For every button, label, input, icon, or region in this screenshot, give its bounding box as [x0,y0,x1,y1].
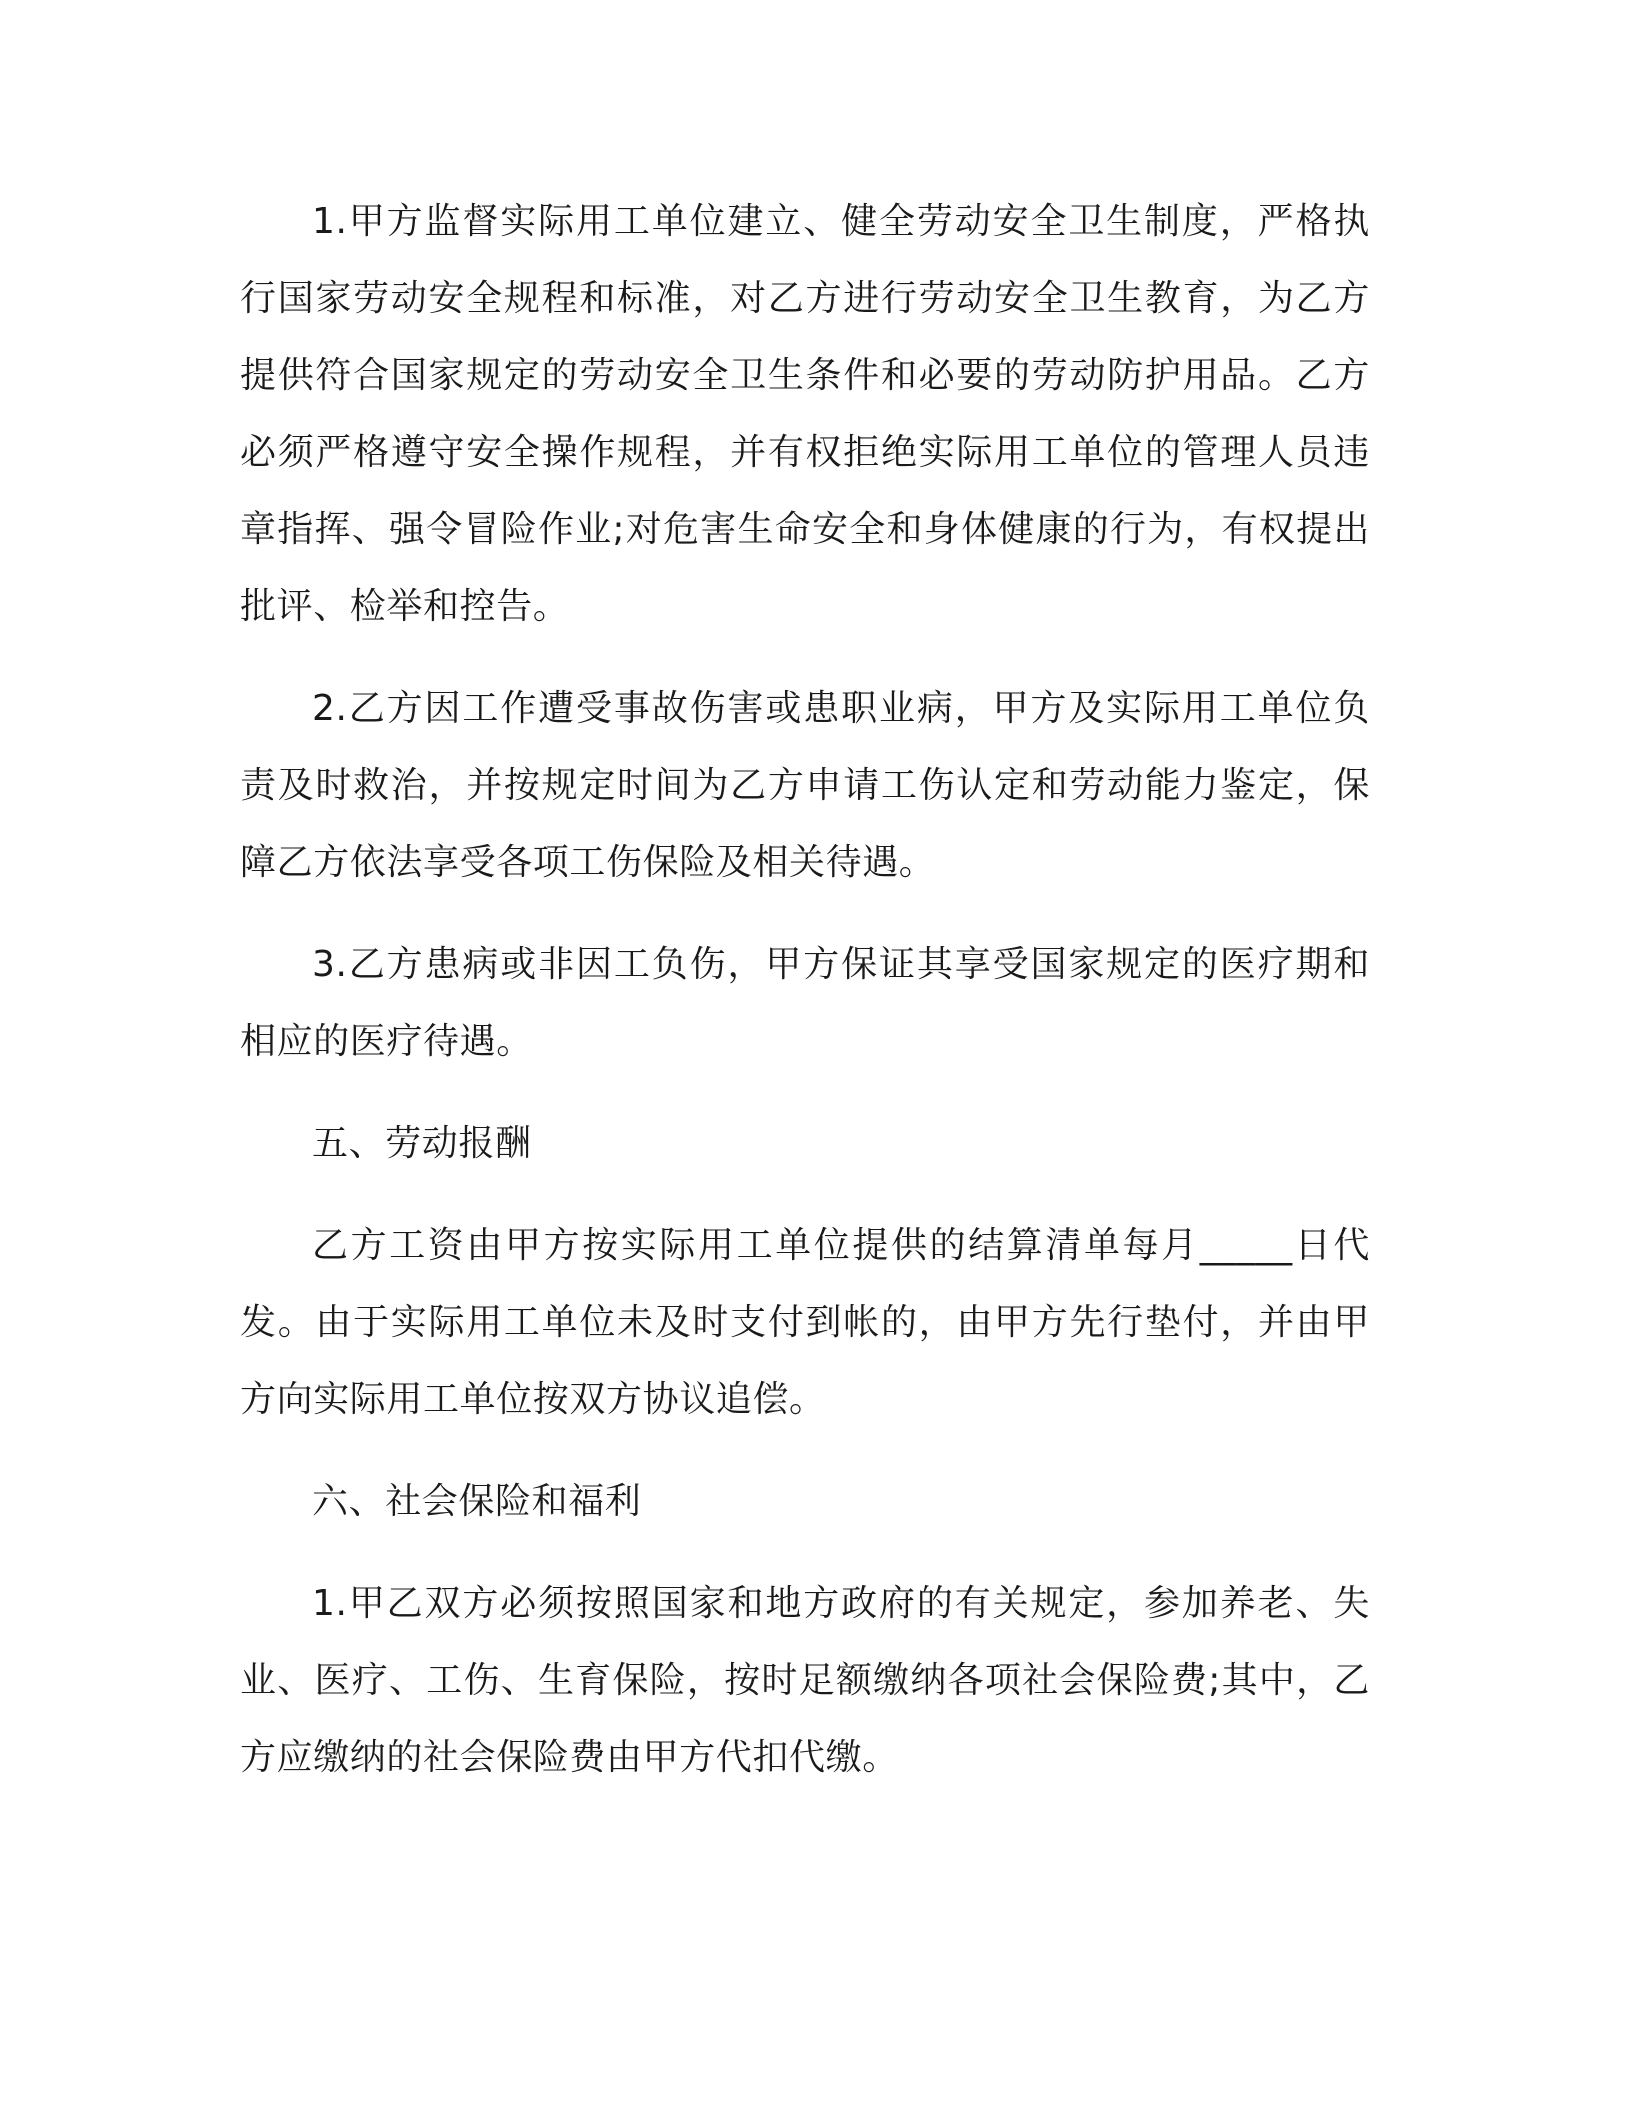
remuneration-paragraph: 乙方工资由甲方按实际用工单位提供的结算清单每月_____日代发。由于实际用工单位未及时支付到帐的，由甲方先行垫付，并由甲方向实际用工单位按双方协议追偿。 [240,1225,1370,1420]
clause-work-injury-paragraph: 2.乙方因工作遭受事故伤害或患职业病，甲方及实际用工单位负责及时救治，并按规定时间为乙方申请工伤认定和劳动能力鉴定，保障乙方依法享受各项工伤保险及相关待遇。 [240,688,1370,883]
clause-illness-paragraph: 3.乙方患病或非因工负伤，甲方保证其享受国家规定的医疗期和相应的医疗待遇。 [240,944,1370,1062]
social-insurance-paragraph: 1.甲乙双方必须按照国家和地方政府的有关规定，参加养老、失业、医疗、工伤、生育保险，按时足额缴纳各项社会保险费;其中，乙方应缴纳的社会保险费由甲方代扣代缴。 [240,1583,1370,1778]
clause-safety-paragraph: 1.甲方监督实际用工单位建立、健全劳动安全卫生制度，严格执行国家劳动安全规程和标准，对乙方进行劳动安全卫生教育，为乙方提供符合国家规定的劳动安全卫生条件和必要的劳动防护用品。乙方必须严格遵守安全操作规程，并有权拒绝实际用工单位的管理人员违章指挥、强令冒险作业;对危害生命安全和身体健康的行为，有权提出批评、检举和控告。 [240,201,1370,627]
document-body [240,183,1370,1821]
section-heading-remuneration: 五、劳动报酬 [312,1123,532,1164]
section-heading-social-insurance: 六、社会保险和福利 [312,1481,642,1522]
